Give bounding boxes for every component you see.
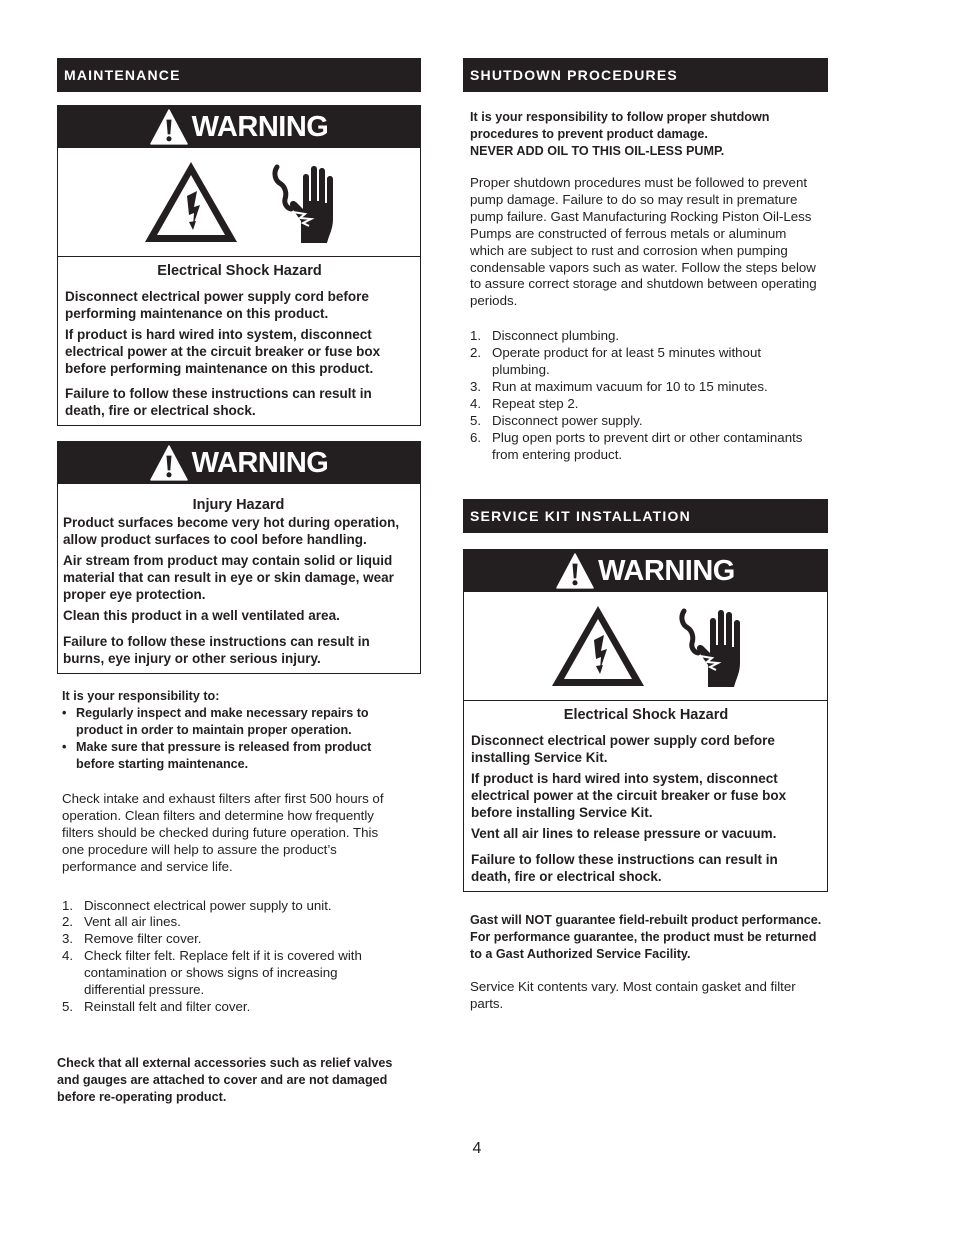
list-item: 2. Vent all air lines. <box>62 914 181 930</box>
page-number: 4 <box>472 1140 482 1157</box>
maintenance-column <box>57 58 421 1106</box>
warning-triangle-icon <box>150 109 188 145</box>
hazard-text: Air stream from product may contain solid or liquid material that can result in eye or skin damage, wear proper eye protection. <box>63 553 394 602</box>
bullet-dot: • <box>62 740 67 754</box>
right-column <box>463 58 828 1011</box>
warning-triangle-icon <box>150 445 188 481</box>
hazard-title: Injury Hazard <box>192 497 285 513</box>
list-item: 4. Check filter felt. Replace felt if it is covered with contamination or shows signs of increasing differential pressure. <box>62 948 362 998</box>
electric-shock-triangle-icon <box>141 158 241 246</box>
hazard-text: Disconnect electrical power supply cord before installing Service Kit. <box>471 733 775 765</box>
list-item: 3. Run at maximum vacuum for 10 to 15 minutes. <box>470 378 768 394</box>
list-item: 5. Reinstall felt and filter cover. <box>62 998 251 1014</box>
list-item: • Make sure that pressure is released from product before starting maintenance. <box>62 740 372 771</box>
hand-shock-icon <box>678 601 744 691</box>
service-kit-warning <box>463 549 828 892</box>
hazard-text: Failure to follow these instructions can result in burns, eye injury or other serious injury. <box>63 634 370 666</box>
warning-label: WARNING <box>598 554 735 587</box>
electrical-shock-warning <box>57 105 421 426</box>
list-item: 6. Plug open ports to prevent dirt or other contaminants from entering product. <box>470 429 803 462</box>
hazard-text: If product is hard wired into system, disconnect electrical power at the circuit breaker or fuse box before installing Service Kit. <box>471 771 787 820</box>
responsibility-list <box>62 705 402 773</box>
accessories-note: Check that all external accessories such as relief valves and gauges are attached to cover and are not damaged before re-operating product. <box>57 1055 393 1104</box>
hazard-text: Product surfaces become very hot during operation, allow product surfaces to cool before handling. <box>63 515 400 547</box>
warning-banner <box>464 550 827 592</box>
hazard-text: Failure to follow these instructions can result in death, fire or electrical shock. <box>471 852 778 884</box>
hazard-icons <box>58 148 420 257</box>
guarantee-note: Gast will NOT guarantee field-rebuilt product performance. For performance guarantee, the product must be returned to a Gast Authorized Service Facility. <box>470 913 822 961</box>
injury-warning <box>57 441 421 674</box>
hazard-text: If product is hard wired into system, disconnect electrical power at the circuit breaker or fuse box before performing maintenance on this product. <box>65 327 381 376</box>
list-item: 3. Remove filter cover. <box>62 931 202 947</box>
hazard-text: Disconnect electrical power supply cord before performing maintenance on this product. <box>65 289 369 321</box>
warning-label: WARNING <box>191 446 329 479</box>
hazard-title: Electrical Shock Hazard <box>157 263 322 279</box>
hand-shock-icon <box>271 157 337 247</box>
oil-notice: NEVER ADD OIL TO THIS OIL-LESS PUMP. <box>470 144 725 158</box>
list-item: 4. Repeat step 2. <box>470 395 579 411</box>
warning-triangle-icon <box>556 553 594 589</box>
warning-label: WARNING <box>191 110 329 143</box>
hazard-title: Electrical Shock Hazard <box>563 707 729 723</box>
list-item: • Regularly inspect and make necessary repairs to product in order to maintain proper operation. <box>62 706 369 737</box>
maintenance-heading: MAINTENANCE <box>57 58 421 92</box>
list-item: 1. Disconnect plumbing. <box>470 328 620 344</box>
warning-banner <box>58 106 420 148</box>
shutdown-steps <box>470 328 822 463</box>
list-item: 2. Operate product for at least 5 minutes without plumbing. <box>470 345 762 378</box>
list-item: 5. Disconnect power supply. <box>470 412 643 428</box>
list-item: 1. Disconnect electrical power supply to unit. <box>62 897 332 913</box>
hazard-text: Failure to follow these instructions can result in death, fire or electrical shock. <box>65 386 372 418</box>
service-kit-heading: SERVICE KIT INSTALLATION <box>463 499 828 533</box>
responsibility-intro: It is your responsibility to: <box>62 689 220 703</box>
shutdown-body: Proper shutdown procedures must be followed to prevent pump damage. Failure to do so may result in premature pump failure. Gast Manufacturing Rocking Piston Oil-Less Pumps are constructed of ferrous metals or aluminum which are subject to rust and corrosion when pumping condensable vapors such as water. Follow the steps below to assure correct storage and shutdown between operating periods. <box>470 175 817 309</box>
shutdown-heading: SHUTDOWN PROCEDURES <box>463 58 828 92</box>
hazard-text: Clean this product in a well ventilated area. <box>63 608 340 623</box>
maintenance-steps <box>62 898 402 1016</box>
bullet-dot: • <box>62 706 67 720</box>
hazard-text: Vent all air lines to release pressure or vacuum. <box>471 826 777 841</box>
electric-shock-triangle-icon <box>548 602 648 690</box>
filter-instructions: Check intake and exhaust filters after first 500 hours of operation. Clean filters and determine how frequently filters should be checked during future operation. This one procedure will help to assure the product’s performance and service life. <box>62 791 384 874</box>
shutdown-notice: It is your responsibility to follow proper shutdown procedures to prevent product damage. <box>470 110 770 141</box>
hazard-icons <box>464 592 827 701</box>
kit-contents-note: Service Kit contents vary. Most contain gasket and filter parts. <box>470 979 796 1011</box>
warning-banner <box>58 442 420 484</box>
